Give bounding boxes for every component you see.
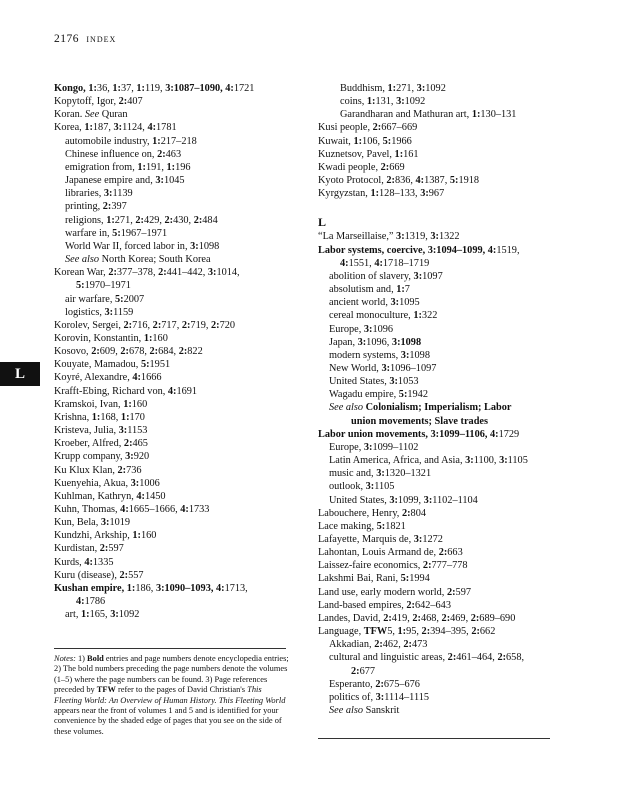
index-entry-continuation: 4:1551, 4:1718–1719 [340, 257, 430, 269]
index-entry: Land-based empires, 2:642–643 [318, 599, 451, 611]
notes-divider [54, 648, 286, 649]
index-entry: Kuenyehia, Akua, 3:1006 [54, 477, 160, 489]
index-entry: Labor systems, coercive, 3:1094–1099, 4:1519, [318, 244, 520, 256]
index-entry: Kun, Bela, 3:1019 [54, 517, 131, 529]
index-entry: Lahontan, Louis Armand de, 2:663 [318, 547, 463, 559]
index-subentry: cereal monoculture, 1:322 [329, 310, 438, 322]
page-number: 2176 [54, 33, 79, 45]
index-entry: Kuru (disease), 2:557 [54, 569, 144, 581]
index-subentry: politics of, 3:1114–1115 [329, 691, 430, 703]
index-notes: Notes: 1) Bold entries and page numbers denote encyclopedia entries; 2) The bold numbers preceding the page numbers denote the volumes (1–5) where the page numbers can be found. 3) Page references preceded by TFW refer to the pages of David Christian's This Fleeting World: An Overview of Human History. This Fleeting World appears near the front of volumes 1 and 5 and is identified for your convenience by the shaded edge of pages that you see on the side of these volumes. [54, 654, 289, 736]
index-subentry: Japanese empire and, 3:1045 [65, 175, 185, 187]
index-subentry: United States, 3:1099, 3:1102–1104 [329, 494, 478, 506]
index-entry: Kurdistan, 2:597 [54, 543, 124, 555]
letter-section-heading: L [318, 215, 327, 230]
index-entry: Kusi people, 2:667–669 [318, 122, 418, 134]
index-subentry: Europe, 3:1096 [329, 323, 394, 335]
index-entry-continuation: 5:1970–1971 [76, 280, 131, 292]
index-entry-continuation: 2:677 [351, 665, 376, 677]
index-entry: Kongo, 1:36, 1:37, 1:119, 3:1087–1090, 4:1721 [54, 83, 255, 94]
index-entry: Language, TFW5, 1:95, 2:394–395, 2:662 [318, 626, 496, 638]
index-entry: Kristeva, Julia, 3:1153 [54, 425, 148, 437]
index-subentry: Chinese influence on, 2:463 [65, 148, 182, 160]
index-subentry: See also Colonialism; Imperialism; Labor [329, 402, 512, 414]
index-subentry: religions, 1:271, 2:429, 2:430, 2:484 [65, 214, 218, 226]
index-entry: Krupp company, 3:920 [54, 451, 150, 463]
index-subentry: printing, 2:397 [65, 201, 127, 213]
index-entry: Kouyate, Mamadou, 5:1951 [54, 359, 171, 371]
index-subentry: World War II, forced labor in, 3:1098 [65, 240, 220, 252]
index-subentry: Latin America, Africa, and Asia, 3:1100, 3:1105 [329, 455, 528, 467]
index-entry: Laissez-faire economics, 2:777–778 [318, 560, 468, 572]
index-subentry: Wagadu empire, 5:1942 [329, 389, 428, 401]
column-end-divider [318, 738, 550, 739]
index-column-right [318, 82, 563, 717]
section-tab-letter: L [0, 362, 40, 386]
index-subentry: libraries, 3:1139 [65, 188, 133, 200]
index-entry: Kosovo, 2:609, 2:678, 2:684, 2:822 [54, 346, 203, 358]
index-entry: Kramskoi, Ivan, 1:160 [54, 398, 148, 410]
index-subentry: air warfare, 5:2007 [65, 293, 145, 305]
index-entry: Labor union movements, 3:1099–1106, 4:1729 [318, 428, 520, 440]
index-entry: Kuhn, Thomas, 4:1665–1666, 4:1733 [54, 504, 210, 515]
index-entry: Krafft-Ebing, Richard von, 4:1691 [54, 385, 198, 397]
index-subentry: See also North Korea; South Korea [65, 254, 211, 266]
index-subentry: Japan, 3:1096, 3:1098 [329, 336, 422, 348]
index-entry: Koyré, Alexandre, 4:1666 [54, 372, 162, 384]
index-entry: Lace making, 5:1821 [318, 520, 406, 532]
index-subentry: cultural and linguistic areas, 2:461–464, 2:658, [329, 652, 525, 664]
section-gap [318, 200, 563, 213]
index-subentry: logistics, 3:1159 [65, 306, 134, 318]
index-subentry: See also Sanskrit [329, 705, 400, 717]
index-entry-continuation: union movements; Slave trades [351, 415, 489, 427]
index-subentry: Europe, 3:1099–1102 [329, 441, 419, 453]
index-entry: Kyrgyzstan, 1:128–133, 3:967 [318, 188, 445, 200]
index-entry: Kopytoff, Igor, 2:407 [54, 96, 143, 108]
index-entry: Kurds, 4:1335 [54, 556, 114, 568]
index-entry: Land use, early modern world, 2:597 [318, 586, 471, 598]
index-entry: Korovin, Konstantin, 1:160 [54, 332, 168, 344]
index-subentry: Buddhism, 1:271, 3:1092 [340, 83, 446, 94]
index-entry: Koran. See Quran [54, 109, 128, 121]
index-subentry: Garandharan and Mathuran art, 1:130–131 [340, 109, 517, 121]
page-header [54, 33, 116, 45]
index-subentry: abolition of slavery, 3:1097 [329, 270, 443, 282]
index-subentry: ancient world, 3:1095 [329, 297, 420, 309]
index-subentry: New World, 3:1096–1097 [329, 362, 437, 374]
index-column-left [54, 82, 299, 621]
index-entry: Kwadi people, 2:669 [318, 161, 405, 173]
index-entry: Krishna, 1:168, 1:170 [54, 411, 145, 423]
index-entry: Kuznetsov, Pavel, 1:161 [318, 148, 419, 160]
index-entry: Kuwait, 1:106, 5:1966 [318, 135, 412, 147]
index-entry: Lafayette, Marquis de, 3:1272 [318, 534, 443, 545]
index-subentry: automobile industry, 1:217–218 [65, 135, 197, 147]
index-entry-continuation: 4:1786 [76, 596, 106, 608]
index-subentry: absolutism and, 1:7 [329, 284, 410, 296]
index-entry: Korean War, 2:377–378, 2:441–442, 3:1014, [54, 267, 240, 279]
index-entry: Lakshmi Bai, Rani, 5:1994 [318, 573, 430, 585]
index-entry: Kroeber, Alfred, 2:465 [54, 438, 148, 450]
index-subentry: outlook, 3:1105 [329, 481, 395, 493]
index-subentry: art, 1:165, 3:1092 [65, 609, 140, 621]
index-subentry: warfare in, 5:1967–1971 [65, 227, 168, 239]
index-entry: Kushan empire, 1:186, 3:1090–1093, 4:1713, [54, 582, 248, 594]
index-entry: Kuhlman, Kathryn, 4:1450 [54, 490, 166, 502]
index-entry: Landes, David, 2:419, 2:468, 2:469, 2:689–690 [318, 612, 516, 624]
index-subentry: coins, 1:131, 3:1092 [340, 96, 426, 108]
index-subentry: modern systems, 3:1098 [329, 349, 430, 361]
index-entry: “La Marseillaise,” 3:1319, 3:1322 [318, 231, 460, 243]
header-label: index [86, 33, 117, 45]
index-entry: Kyoto Protocol, 2:836, 4:1387, 5:1918 [318, 175, 480, 187]
index-subentry: United States, 3:1053 [329, 376, 419, 388]
index-entry: Labouchere, Henry, 2:804 [318, 507, 426, 519]
index-subentry: music and, 3:1320–1321 [329, 468, 432, 480]
index-entry: Korolev, Sergei, 2:716, 2:717, 2:719, 2:720 [54, 319, 236, 331]
index-entry: Kundzhi, Arkship, 1:160 [54, 530, 157, 542]
index-entry: Korea, 1:187, 3:1124, 4:1781 [54, 122, 177, 134]
index-subentry: emigration from, 1:191, 1:196 [65, 161, 191, 173]
index-subentry: Akkadian, 2:462, 2:473 [329, 639, 428, 651]
index-entry: Ku Klux Klan, 2:736 [54, 464, 142, 476]
index-subentry: Esperanto, 2:675–676 [329, 678, 420, 690]
